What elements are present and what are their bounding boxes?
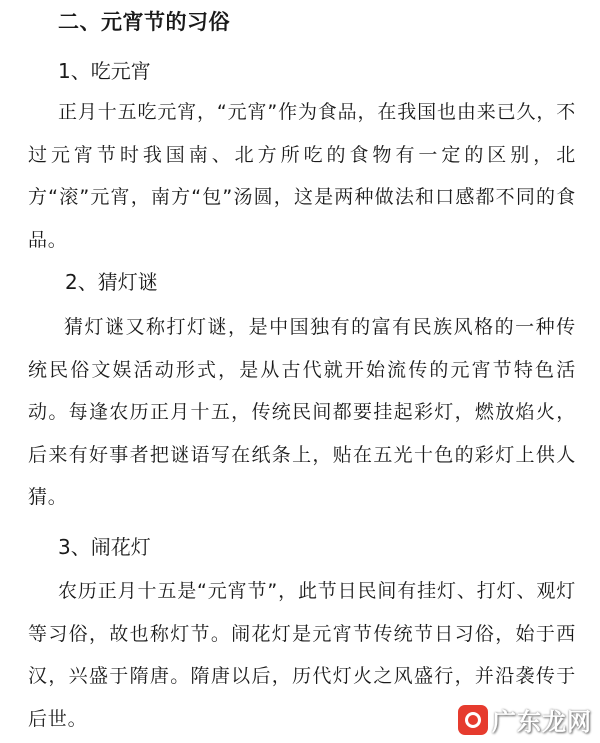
article-title: 二、元宵节的习俗 — [58, 10, 230, 34]
section-heading-lantern-festival: 3、闹花灯 — [58, 535, 151, 559]
site-watermark — [458, 702, 592, 737]
section-heading-lantern-riddles: 2、猜灯谜 — [65, 270, 158, 294]
site-logo-icon — [458, 705, 488, 735]
watermark-text: 广东龙网 — [492, 708, 592, 736]
section-heading-eat-yuanxiao: 1、吃元宵 — [58, 59, 151, 83]
section-body-lantern-festival: 农历正月十五是“元宵节”，此节日民间有挂灯、打灯、观灯等习俗，故也称灯节。闹花灯是元宵节传统节日习俗，始于西汉，兴盛于隋唐。隋唐以后，历代灯火之风盛行，并沿袭传于后世。 — [28, 580, 576, 730]
section-body-lantern-riddles: 猜灯谜又称打灯谜，是中国独有的富有民族风格的一种传统民俗文娱活动形式，是从古代就开始流传的元宵节特色活动。每逢农历正月十五，传统民间都要挂起彩灯，燃放焰火，后来有好事者把谜语写在纸条上，贴在五光十色的彩灯上供人猜。 — [28, 316, 576, 508]
section-body-eat-yuanxiao: 正月十五吃元宵，“元宵”作为食品，在我国也由来已久，不过元宵节时我国南、北方所吃的食物有一定的区别，北方“滚”元宵，南方“包”汤圆，这是两种做法和口感都不同的食品。 — [28, 101, 576, 251]
